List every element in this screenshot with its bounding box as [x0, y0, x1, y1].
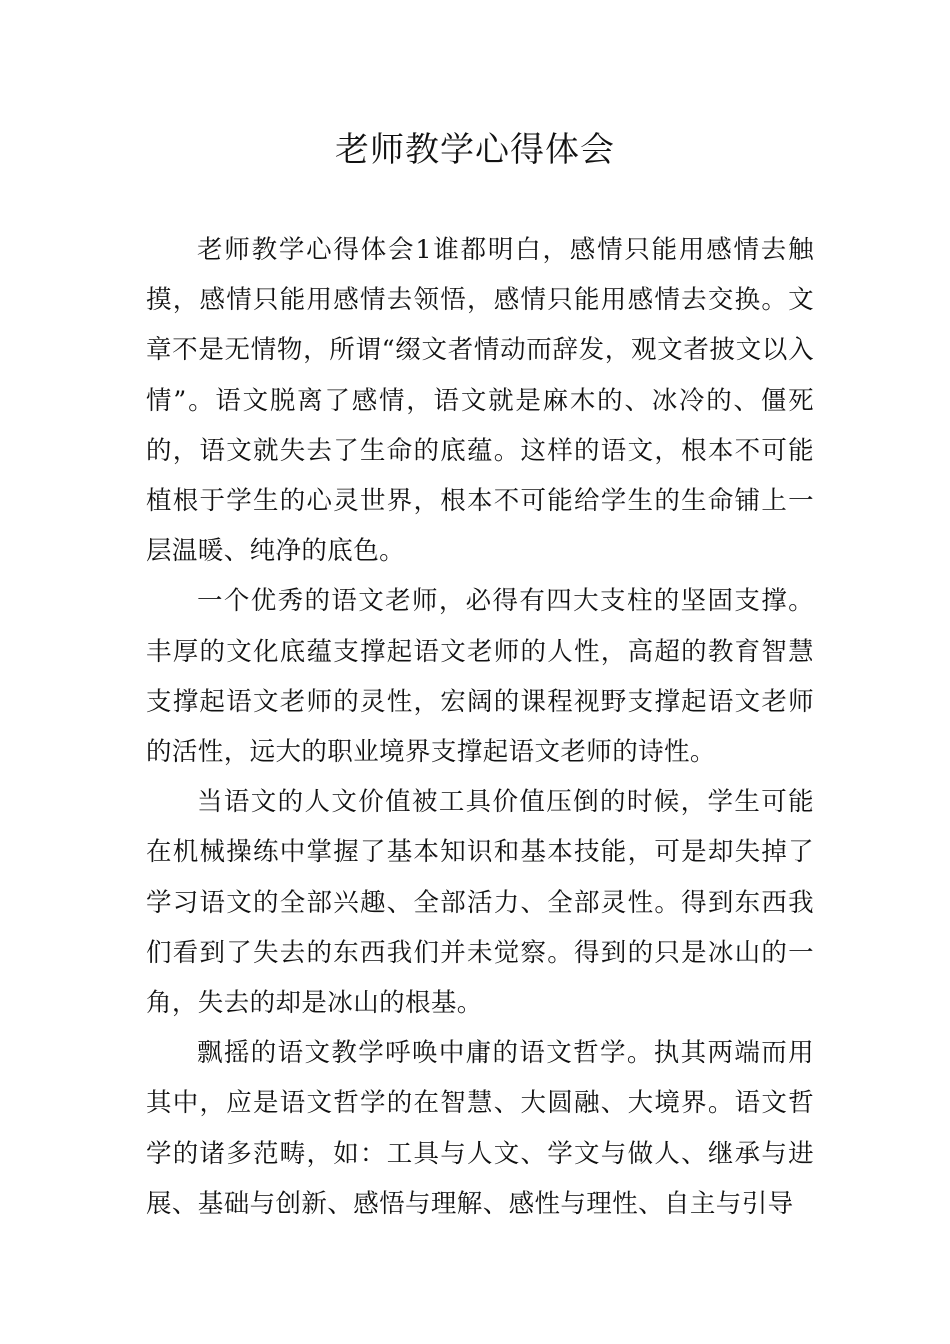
- document-title: 老师教学心得体会: [335, 130, 615, 170]
- paragraph-4: 飘摇的语文教学呼唤中庸的语文哲学。执其两端而用其中，应是语文哲学的在智慧、大圆融、大境界。语文哲学的诸多范畴，如：工具与人文、学文与做人、继承与进展、基础与创新、感悟与理解、感性与理性、自主与引导: [146, 1038, 814, 1219]
- paragraph-2: 一个优秀的语文老师，必得有四大支柱的坚固支撑。丰厚的文化底蕴支撑起语文老师的人性，高超的教育智慧支撑起语文老师的灵性，宏阔的课程视野支撑起语文老师的活性，远大的职业境界支撑起语文老师的诗性。: [146, 586, 814, 768]
- paragraph-1: 老师教学心得体会1谁都明白，感情只能用感情去触摸，感情只能用感情去领悟，感情只能用感情去交换。文章不是无情物，所谓“缀文者情动而辞发，观文者披文以入情”。语文脱离了感情，语文就是麻木的、冰冷的、僵死的，语文就失去了生命的底蕴。这样的语文，根本不可能植根于学生的心灵世界，根本不可能给学生的生命铺上一层温暖、纯净的底色。: [146, 235, 814, 567]
- document-body: [146, 225, 814, 1229]
- paragraph-3: 当语文的人文价值被工具价值压倒的时候，学生可能在机械操练中掌握了基本知识和基本技能，可是却失掉了学习语文的全部兴趣、全部活力、全部灵性。得到东西我们看到了失去的东西我们并未觉察。得到的只是冰山的一角，失去的却是冰山的根基。: [146, 787, 814, 1019]
